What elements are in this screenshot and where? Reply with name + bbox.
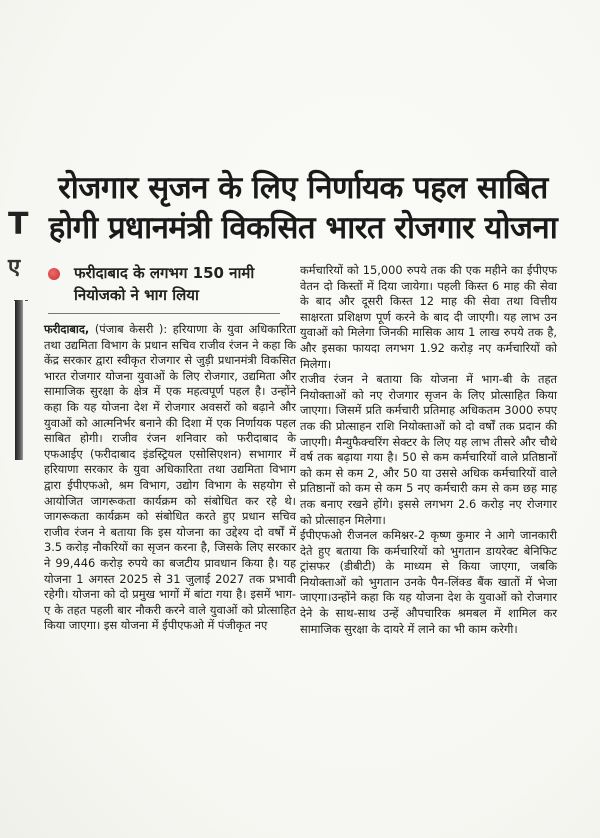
bullet-icon — [48, 268, 60, 280]
adjacent-article-subhead-fragment: ए — [8, 255, 21, 280]
left-column-body: (पंजाब केसरी ): हरियाणा के युवा अधिकारिता तथा उद्यमिता विभाग के प्रधान सचिव राजीव रंजन ने कहा कि केंद्र सरकार द्वारा स्वीकृत रोजगार से जुड़ी प्रधानमंत्री विकसित भारत रोजगार योजना युवाओं के लिए रोजगार, उद्यमिता और सामाजिक सुरक्षा के क्षेत्र में एक महत्वपूर्ण पहल है। उन्होंने कहा कि यह योजना देश में रोजगार अवसरों को बढ़ाने और युवाओं को आत्मनिर्भर बनाने की दिशा में एक निर्णायक पहल साबित होगी। राजीव रंजन शनिवार को फरीदाबाद के एफआईए (फरीदाबाद इंडस्ट्रियल एसोसिएशन) सभागार में हरियाणा सरकार के युवा अधिकारिता तथा उद्यमिता विभाग द्वारा ईपीएफओ, श्रम विभाग, उद्योग विभाग के सहयोग से आयोजित जागरूकता कार्यक्रम को संबोधित कर रहे थे। जागरूकता कार्यक्रम को संबोधित करते हुए प्रधान सचिव राजीव रंजन ने बताया कि इस योजना का उद्देश्य दो वर्षों में 3.5 करोड़ नौकरियों का सृजन करना है, जिसके लिए सरकार ने 99,446 करोड़ रुपये का बजटीय प्रावधान किया है। यह योजना 1 अगस्त 2025 से 31 जुलाई 2027 तक प्रभावी रहेगी। योजना को दो प्रमुख भागों में बांटा गया है। इसमें भाग-ए के तहत पहली बार नौकरी करने वाले युवाओं को प्रोत्साहित किया जाएगा। इस योजना में ईपीएफओ में पंजीकृत नए — [44, 322, 296, 633]
article-column-left — [44, 322, 296, 634]
adjacent-article-headline-fragment: T — [8, 207, 29, 242]
dateline: फरीदाबाद, — [44, 322, 90, 336]
subheadline-divider — [48, 313, 280, 314]
subheadline-text: फरीदाबाद के लगभग 150 नामी नियोजको ने भाग लिया — [74, 264, 255, 304]
article-subheadline — [48, 262, 288, 306]
article-column-right — [300, 263, 557, 637]
adjacent-article-column-bar — [15, 300, 23, 460]
article-headline — [48, 168, 558, 248]
headline-line-1: रोजगार सृजन के लिए निर्णायक पहल साबित — [58, 170, 548, 206]
headline-line-2: होगी प्रधानमंत्री विकसित भारत रोजगार योजना — [48, 210, 558, 246]
paragraph: ईपीएफओ रीजनल कमिश्नर-2 कृष्ण कुमार ने आगे जानकारी देते हुए बताया कि कर्मचारियों को भुगतान डायरेक्ट बेनिफिट ट्रांसफर (डीबीटी) के माध्यम से किया जाएगा, जबकि नियोक्ताओं को भुगतान उनके पैन-लिंक्ड बैंक खातों में भेजा जाएगा।उन्होंने कहा कि यह योजना देश के युवाओं को रोजगार देने के साथ-साथ उन्हें औपचारिक श्रमबल में शामिल कर सामाजिक सुरक्षा के दायरे में लाने का भी काम करेगी। — [300, 528, 557, 636]
paragraph: राजीव रंजन ने बताया कि योजना में भाग-बी के तहत नियोक्ताओं को नए रोजगार सृजन के लिए प्रोत्साहित किया जाएगा। जिसमें प्रति कर्मचारी प्रतिमाह अधिकतम 3000 रुपए तक की प्रोत्साहन राशि नियोक्ताओं को दो वर्षों तक प्रदान की जाएगी। मैन्युफैक्चरिंग सेक्टर के लिए यह लाभ तीसरे और चौथे वर्ष तक बढ़ाया गया है। 50 से कम कर्मचारियों वाले प्रतिष्ठानों को कम से कम 2, और 50 या उससे अधिक कर्मचारियों वाले प्रतिष्ठानों को कम से कम 5 नए कर्मचारी कम से कम छह माह तक बनाए रखने होंगे। इससे लगभग 2.6 करोड़ नए रोजगार को प्रोत्साहन मिलेगा। — [300, 372, 557, 527]
paragraph: कर्मचारियों को 15,000 रुपये तक की एक महीने का ईपीएफ वेतन दो किस्तों में दिया जायेगा। पहली किस्त 6 माह की सेवा के बाद और दूसरी किस्त 12 माह की सेवा तथा वित्तीय साक्षरता प्रशिक्षण पूर्ण करने के बाद दी जाएगी। यह लाभ उन युवाओं को मिलेगा जिनकी मासिक आय 1 लाख रुपये तक है, और इसका फायदा लगभग 1.92 करोड़ नए कर्मचारियों को मिलेगा। — [300, 263, 557, 371]
